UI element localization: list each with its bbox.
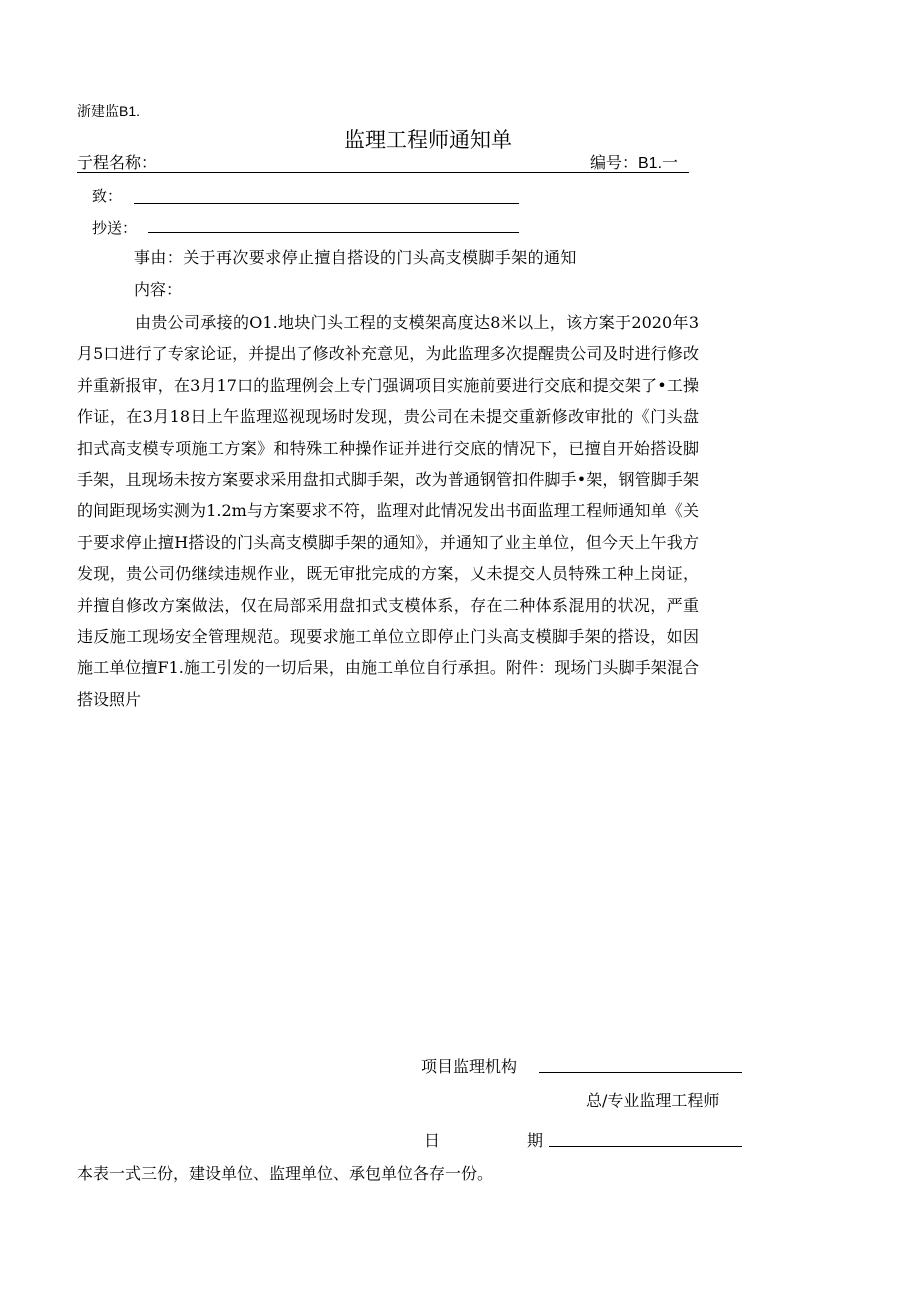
to-field-line <box>134 203 519 204</box>
footer-note: 本表一式三份，建设单位、监理单位、承包单位各存一份。 <box>77 1164 494 1183</box>
subject-line: 事由：关于再次要求停止擅自搭设的门头高支模脚手架的通知 <box>134 248 577 267</box>
engineer-label: 总/专业监理工程师 <box>586 1091 720 1110</box>
supervision-org-line <box>539 1072 742 1073</box>
content-label: 内容： <box>134 280 183 299</box>
to-label: 致： <box>92 187 123 205</box>
form-code: 浙建监B1. <box>77 103 141 119</box>
project-name-label: 亍程名称： <box>77 155 158 172</box>
date-label-day: 日 <box>424 1131 441 1150</box>
project-row <box>77 150 689 173</box>
page-title: 监理工程师通知单 <box>344 129 512 152</box>
document-number-label: 编号：B1.一 <box>590 155 679 172</box>
cc-label: 抄送： <box>92 219 138 237</box>
cc-field-line <box>148 232 519 233</box>
notice-body: 由贵公司承接的O1.地块门头工程的支模架高度达8米以上，该方案于2020年3月5口进行了专家论证，并提出了修改补充意见，为此监理多次提醒贵公司及时进行修改并重新报审，在3月17口的监理例会上专门强调项目实施前要进行交底和提交架了•工操作证，在3月18日上午监理巡视现场时发现，贵公司在未提交重新修改审批的《门头盘扣式高支模专项施工方案》和特殊工种操作证并进行交底的情况下，已擅自开始搭设脚手架，且现场未按方案要求采用盘扣式脚手架，改为普通钢管扣件脚手•架，钢管脚手架的间距现场实测为1.2m与方案要求不符，监理对此情况发出书面监理工程师通知单《关于要求停止擅H搭设的门头高支模脚手架的通知》，并通知了业主单位，但今天上午我方发现，贵公司仍继续违规作业，既无审批完成的方案，乂未提交人员特殊工种上岗证，并擅自修改方案做法，仅在局部采用盘扣式支模体系，存在二种体系混用的状况，严重违反施工现场安全管理规范。现要求施工单位立即停止门头高支模脚手架的搭设，如因施工单位擅F1.施工引发的一切后果，由施工单位自行承担。附件：现场门头脚手架混合搭设照片 <box>77 313 699 709</box>
date-label-period: 期 <box>527 1131 544 1150</box>
supervision-org-label: 项目监理机构 <box>421 1057 518 1076</box>
date-line <box>549 1146 742 1147</box>
